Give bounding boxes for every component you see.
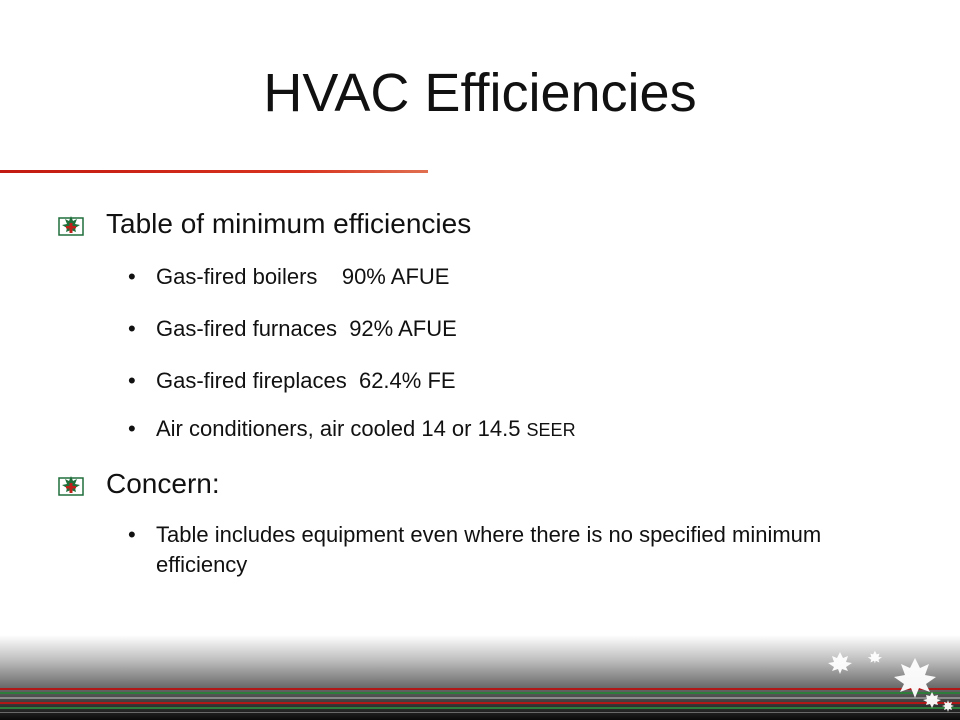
list-item-text <box>156 314 457 344</box>
footer-stripe-green-2 <box>0 707 960 709</box>
list-item-furnaces-text: Gas-fired furnaces 92% AFUE <box>156 316 457 341</box>
list-item-air-conditioners-text: Air conditioners, air cooled 14 or 14.5 <box>156 416 527 441</box>
footer-stripe-grey <box>0 697 960 699</box>
footer-stripe-grey-2 <box>0 712 960 713</box>
section-heading-text: Concern: <box>106 468 220 499</box>
bullet-dot: • <box>128 416 136 441</box>
list-item-boilers-text: Gas-fired boilers 90% AFUE <box>156 264 450 289</box>
maple-leaves-icon <box>820 640 960 720</box>
bullet-dot: • <box>128 316 136 341</box>
maple-leaf-emblem-icon <box>58 474 84 496</box>
list-item-text <box>156 414 576 445</box>
list-item-text: Table includes equipment even where there is no specified minimum efficiency <box>156 522 822 577</box>
maple-leaf-emblem-icon <box>58 214 84 236</box>
list-item-text <box>156 262 449 292</box>
footer-stripe-green <box>0 692 960 694</box>
footer-stripe-red <box>0 688 960 690</box>
title-underline <box>0 170 428 173</box>
list-item-fireplaces-text: Gas-fired fireplaces 62.4% FE <box>156 368 456 393</box>
footer-stripe-red-2 <box>0 702 960 704</box>
slide-title: HVAC Efficiencies <box>263 63 697 123</box>
list-item-text <box>156 366 456 396</box>
bullet-dot: • <box>128 522 136 547</box>
bullet-dot: • <box>128 264 136 289</box>
bullet-dot: • <box>128 368 136 393</box>
list-item-unit-seer: SEER <box>526 420 576 440</box>
section-heading-text: Table of minimum efficiencies <box>106 208 472 239</box>
